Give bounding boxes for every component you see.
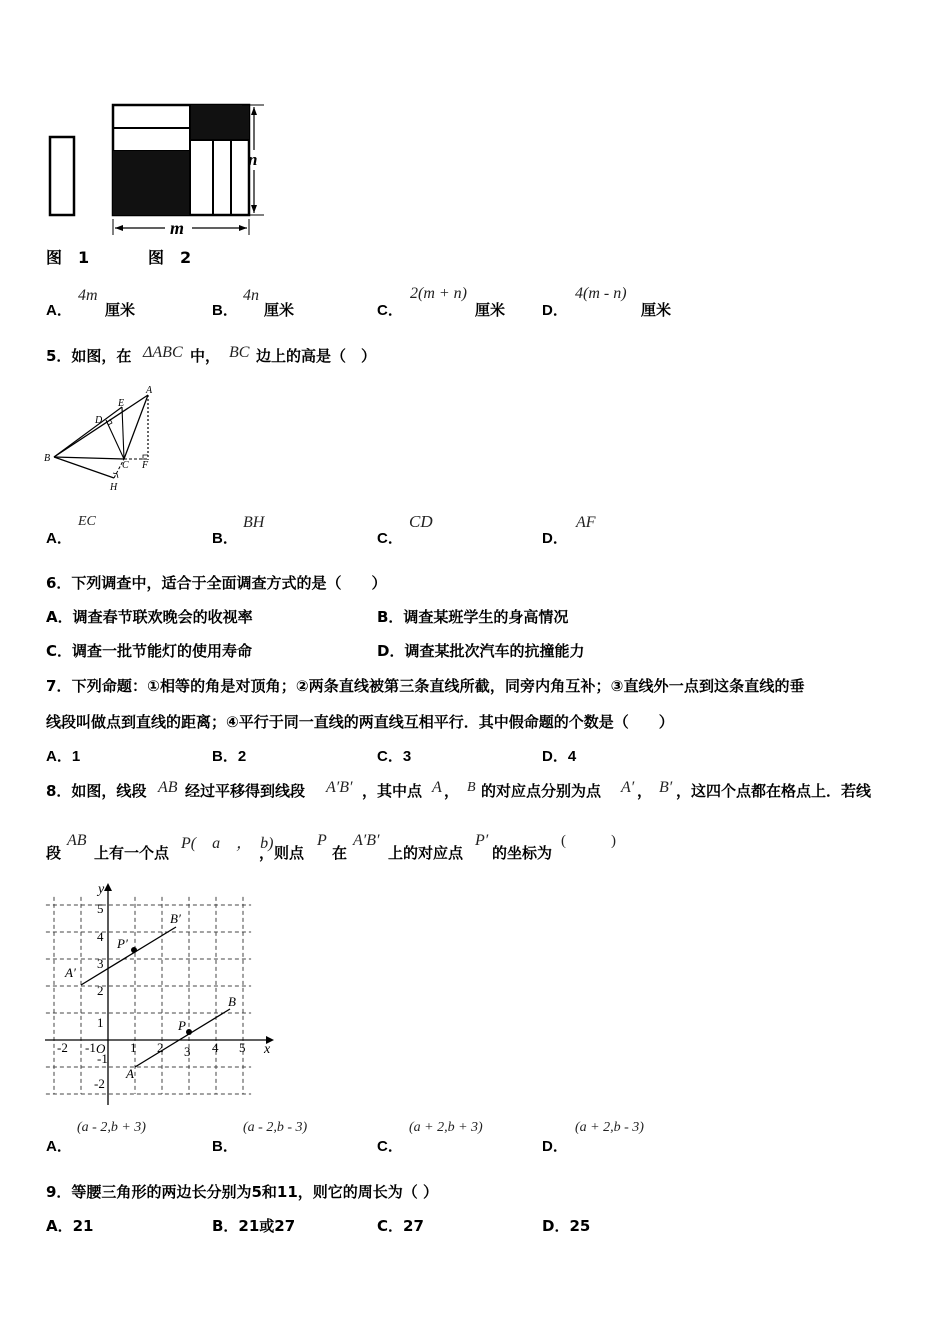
x-tick: -2 xyxy=(57,1040,68,1055)
q4-option-d-unit: 厘米 xyxy=(641,301,672,319)
q4-option-a-expr: 4m xyxy=(78,287,98,304)
axis-x-label: x xyxy=(264,1042,271,1057)
q4-option-b-unit: 厘米 xyxy=(264,301,295,319)
q5-option-a-letter: A． xyxy=(46,530,72,547)
q4-option-d-expr: 4(m - n) xyxy=(575,285,627,302)
q8-l1-a: 8．如图，线段 xyxy=(46,782,147,800)
y-tick: 2 xyxy=(97,983,104,998)
label-point-a2: A′ xyxy=(65,965,76,980)
q8-l1-comma2: ， xyxy=(637,782,653,800)
point-p xyxy=(186,1029,192,1035)
label-point-p2: P′ xyxy=(117,936,128,951)
fig5-label-e: E xyxy=(118,398,125,409)
q6-option-d: D．调查某批次汽车的抗撞能力 xyxy=(377,642,585,660)
q6-option-c: C．调查一批节能灯的使用寿命 xyxy=(46,642,253,660)
q4-option-a-unit: 厘米 xyxy=(105,301,136,319)
q8-l1-A2: A′ xyxy=(621,779,635,796)
q8-l2-ab: AB xyxy=(67,832,87,849)
q6-option-b: B．调查某班学生的身高情况 xyxy=(377,608,569,626)
q9-option-c: C．27 xyxy=(377,1217,424,1235)
coordinate-grid xyxy=(0,0,300,1110)
fig5-label-d: D xyxy=(95,415,103,426)
q4-option-c-expr: 2(m + n) xyxy=(410,285,468,302)
q8-l2-Pp2: P′ xyxy=(475,832,489,849)
q9-option-b: B．21或27 xyxy=(212,1217,296,1235)
q8-l1-d: 的对应点分别为点 xyxy=(481,782,602,800)
fig5-label-f: F xyxy=(142,460,149,471)
y-tick: 4 xyxy=(97,929,104,944)
q8-l1-c: ，其中点 xyxy=(362,782,423,800)
x-tick: 2 xyxy=(157,1040,164,1055)
label-n: n xyxy=(248,150,258,169)
fig5-label-h: H xyxy=(110,482,118,493)
x-tick: 3 xyxy=(184,1044,191,1059)
x-tick: 1 xyxy=(130,1040,137,1055)
q7-option-b: B．2 xyxy=(212,748,247,765)
q4-option-b-expr: 4n xyxy=(243,287,259,304)
q5-option-a-expr: EC xyxy=(78,514,96,529)
y-tick: 3 xyxy=(97,956,104,971)
axis-y-label: y xyxy=(98,882,105,897)
y-tick: 1 xyxy=(97,1015,104,1030)
x-tick: -1 xyxy=(85,1040,96,1055)
q8-option-d-letter: D． xyxy=(542,1138,568,1155)
q4-option-c-letter: C． xyxy=(377,302,403,319)
q8-option-a-letter: A． xyxy=(46,1138,72,1155)
q6-option-a: A．调查春节联欢晚会的收视率 xyxy=(46,608,253,626)
q8-l1-comma: ， xyxy=(444,782,460,800)
q5-bc: BC xyxy=(229,344,250,361)
caption-fig2: 图 2 xyxy=(148,248,192,267)
q7-line1: 7．下列命题：①相等的角是对顶角；②两条直线被第三条直线所截，同旁内角互补；③直线外一点到这条直线的垂 xyxy=(46,677,805,695)
q8-option-c-expr: (a + 2,b + 3) xyxy=(409,1120,483,1135)
q4-option-b-letter: B． xyxy=(212,302,238,319)
q9-option-d: D．25 xyxy=(542,1217,591,1235)
q8-l2-e: 上的对应点 xyxy=(388,844,464,862)
caption-fig1: 图 1 xyxy=(46,248,90,267)
q5-suffix: 边上的高是（ ） xyxy=(256,347,377,365)
q8-l2-d: 在 xyxy=(332,844,348,862)
label-point-b: B xyxy=(228,994,236,1009)
q5-option-c-letter: C． xyxy=(377,530,403,547)
label-point-a: A xyxy=(126,1066,134,1081)
q5-triangle: ΔABC xyxy=(143,344,183,361)
q8-l2-a: 段 xyxy=(46,844,62,862)
q5-option-d-expr: AF xyxy=(576,514,596,531)
q4-option-a-letter: A． xyxy=(46,302,72,319)
q8-option-b-expr: (a - 2,b - 3) xyxy=(243,1120,308,1135)
origin-label: O xyxy=(96,1041,106,1056)
point-p2 xyxy=(131,947,137,953)
y-tick: -1 xyxy=(97,1051,108,1066)
q5-option-d-letter: D． xyxy=(542,530,568,547)
q5-option-c-expr: CD xyxy=(409,512,433,531)
x-tick: 5 xyxy=(239,1040,246,1055)
q8-l2-b: 上有一个点 xyxy=(94,844,170,862)
q7-option-a: A．1 xyxy=(46,748,81,765)
q6-stem: 6．下列调查中，适合于全面调查方式的是（ ） xyxy=(46,574,387,592)
y-tick: -2 xyxy=(94,1076,105,1091)
q8-l1-e: ，这四个点都在格点上．若线 xyxy=(676,782,872,800)
x-tick: 4 xyxy=(212,1040,219,1055)
q8-l2-Pp: P xyxy=(317,832,327,849)
q8-l2-f: 的坐标为 xyxy=(492,844,553,862)
q5-option-b-expr: BH xyxy=(243,514,265,531)
y-tick: 5 xyxy=(97,901,104,916)
q4-option-d-letter: D． xyxy=(542,302,568,319)
q5-mid: 中， xyxy=(190,347,221,365)
q8-l1-ab: AB xyxy=(158,779,178,796)
q5-option-b-letter: B． xyxy=(212,530,238,547)
q9-stem: 9．等腰三角形的两边长分别为5和11，则它的周长为（ ） xyxy=(46,1183,438,1201)
q7-option-c: C．3 xyxy=(377,748,412,765)
q8-l2-P: P( a ， b) xyxy=(181,835,274,852)
q7-line2: 线段叫做点到直线的距离；④平行于同一直线的两直线互相平行．其中假命题的个数是（ ） xyxy=(46,713,674,731)
fig5-label-a: A xyxy=(146,385,153,396)
q8-option-b-letter: B． xyxy=(212,1138,238,1155)
q8-l1-B2: B′ xyxy=(659,779,673,796)
q8-option-a-expr: (a - 2,b + 3) xyxy=(77,1120,146,1135)
q5-prefix: 5．如图，在 xyxy=(46,347,132,365)
label-point-b2: B′ xyxy=(170,911,181,926)
q8-l1-ab2: A′B′ xyxy=(326,779,353,796)
label-m: m xyxy=(170,218,185,238)
q8-l1-b: 经过平移得到线段 xyxy=(185,782,306,800)
q4-option-c-unit: 厘米 xyxy=(475,301,506,319)
fig5-label-b: B xyxy=(44,453,51,464)
q8-l2-ab2: A′B′ xyxy=(353,832,380,849)
q7-option-d: D．4 xyxy=(542,748,577,765)
q8-l1-B: B xyxy=(467,780,476,795)
q8-option-d-expr: (a + 2,b - 3) xyxy=(575,1120,644,1135)
q9-option-a: A．21 xyxy=(46,1217,94,1235)
q8-l1-A: A xyxy=(432,779,442,796)
q8-l2-c: ，则点 xyxy=(259,844,305,862)
q8-option-c-letter: C． xyxy=(377,1138,403,1155)
fig5-label-c: C xyxy=(122,460,129,471)
q8-l2-paren: ( ) xyxy=(561,833,616,849)
label-point-p: P xyxy=(178,1018,186,1033)
